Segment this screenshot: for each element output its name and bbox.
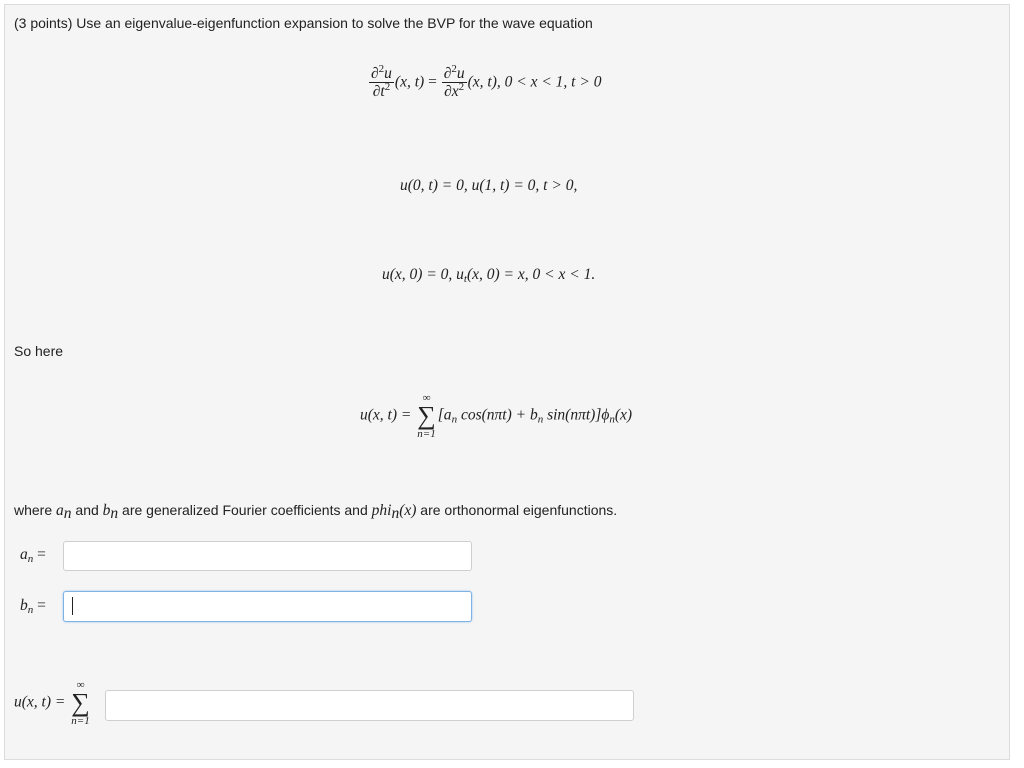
u-sum-symbol: ∞ ∑ n=1 bbox=[71, 679, 90, 727]
question-panel bbox=[4, 4, 1010, 760]
boundary-conditions: u(0, t) = 0, u(1, t) = 0, t > 0, bbox=[400, 177, 578, 194]
u-series-answer-input[interactable] bbox=[105, 690, 634, 721]
sum-symbol: ∞ ∑ n=1 bbox=[417, 392, 436, 440]
where-text: where $a_n$ and $b_n$ are generalized Fourier coefficients and phi$_n$(x) are orthonormal eigenfunctions. bbox=[14, 502, 618, 522]
frac-d2u-dt2: $\frac{\partial^2u}{\partial t^2}$ bbox=[371, 63, 392, 100]
series-expansion: u(x, t) = ∞ ∑ n=1 [$a_n$ $\cos(n\pi t) + b_n$ $\sin(n\pi t)]\phi_n(x)$ bbox=[360, 392, 633, 440]
question-intro: (3 points) Use an eigenvalue-eigenfunction expansion to solve the BVP for the wave equation bbox=[14, 15, 593, 31]
an-answer-input[interactable] bbox=[63, 541, 472, 571]
bn-label: $b_n$ = bbox=[20, 597, 46, 616]
bn-answer-input[interactable] bbox=[63, 591, 472, 622]
wave-equation: $\frac{\partial^2u}{\partial t^2}$ (x, t) = $\frac{\partial^2u}{\partial x^2}$ (x, t), 0 < x < 1, t > 0 bbox=[371, 63, 602, 100]
an-label: $a_n$ = bbox=[20, 546, 46, 565]
u-sum-label: u(x, t) = ∞ ∑ n=1 bbox=[14, 679, 90, 727]
frac-d2u-dx2: $\frac{\partial^2u}{\partial x^2}$ bbox=[443, 63, 465, 100]
initial-conditions: u(x, 0) = 0, $u_t(x$, 0) = x, 0 < x < 1. bbox=[382, 266, 596, 285]
so-here-text: So here bbox=[14, 343, 64, 359]
text-cursor bbox=[72, 597, 73, 615]
